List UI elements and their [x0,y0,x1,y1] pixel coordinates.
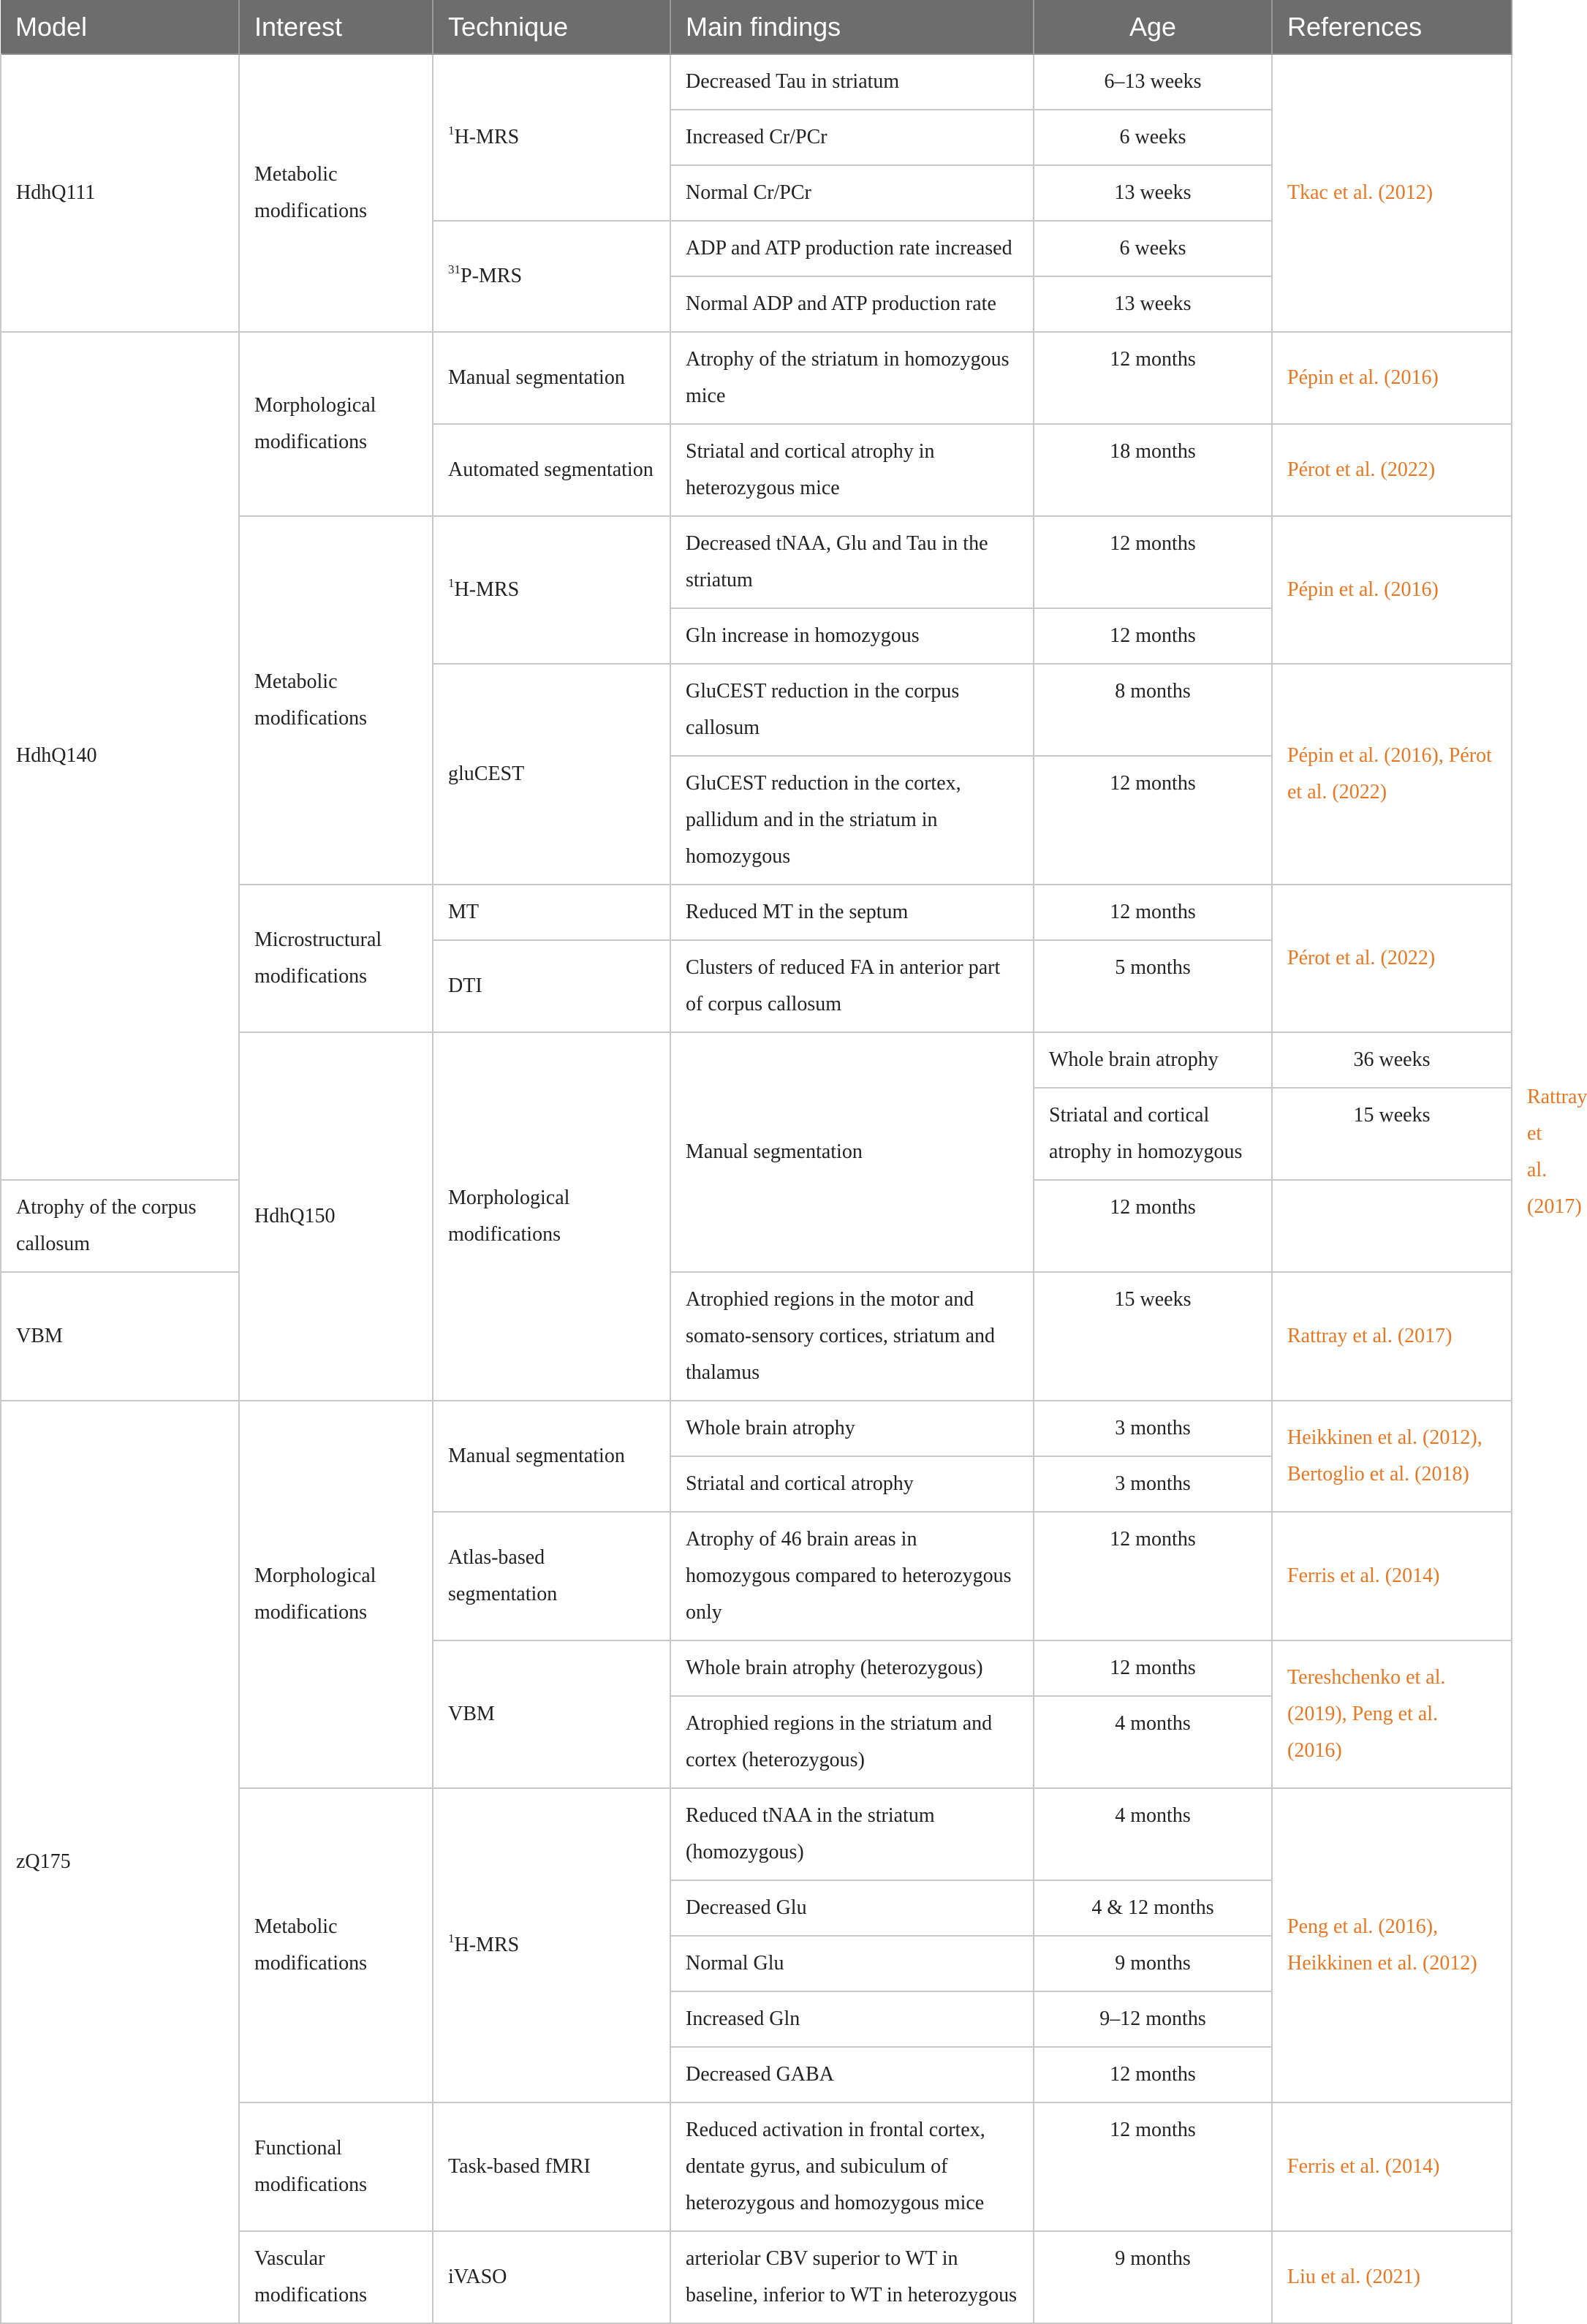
finding-cell: Reduced tNAA in the striatum (homozygous) [670,1788,1034,1880]
age-cell: 12 months [1034,1180,1272,1272]
reference-link[interactable]: Pépin et al. (2016), Pérot et al. (2022) [1272,664,1512,885]
reference-link[interactable]: Rattray et al. (2017) [1272,1272,1512,1401]
technique-cell: Manual segmentation [670,1032,1034,1272]
technique-cell [433,516,670,664]
age-cell: 36 weeks [1272,1032,1512,1088]
finding-cell: Atrophy of the corpus callosum [1,1180,239,1272]
reference-link[interactable]: Peng et al. (2016), Heikkinen et al. (2012) [1272,1788,1512,2102]
finding-cell: Increased Gln [670,1991,1034,2047]
header-model: Model [1,0,239,54]
finding-cell: Striatal and cortical atrophy [670,1456,1034,1512]
technique-superscript: 1 [448,575,455,590]
technique-label: H-MRS [454,1934,520,1956]
finding-cell: Decreased Glu [670,1880,1034,1936]
age-cell: 12 months [1034,2102,1272,2231]
age-cell: 12 months [1034,756,1272,885]
technique-cell [433,221,670,332]
interest-cell: Metabolic modifications [239,54,433,332]
interest-cell: Microstructural modifications [239,885,433,1032]
interest-cell: Morphological modifications [433,1032,670,1401]
technique-label: P-MRS [461,265,523,287]
age-cell: 18 months [1034,424,1272,516]
header-findings: Main findings [670,0,1034,54]
age-cell: 12 months [1034,332,1272,424]
model-cell: zQ175 [1,1401,239,2323]
header-interest: Interest [239,0,433,54]
age-cell: 3 months [1034,1456,1272,1512]
age-cell: 6–13 weeks [1034,54,1272,110]
reference-link[interactable]: Ferris et al. (2014) [1272,2102,1512,2231]
age-cell: 12 months [1034,1512,1272,1640]
model-cell: HdhQ140 [1,332,239,1180]
technique-cell: DTI [433,940,670,1032]
technique-cell: Automated segmentation [433,424,670,516]
finding-cell: Decreased GABA [670,2047,1034,2102]
age-cell: 4 months [1034,1788,1272,1880]
table-row [1,54,1512,110]
technique-cell [433,1788,670,2102]
model-cell: HdhQ111 [1,54,239,332]
interest-cell: Metabolic modifications [239,1788,433,2102]
interest-cell: Metabolic modifications [239,516,433,885]
age-cell: 6 weeks [1034,110,1272,165]
age-cell: 4 & 12 months [1034,1880,1272,1936]
technique-cell: Atlas-based segmentation [433,1512,670,1640]
age-cell: 4 months [1034,1696,1272,1788]
age-cell: 12 months [1034,2047,1272,2102]
finding-cell: Clusters of reduced FA in anterior part of corpus callosum [670,940,1034,1032]
reference-link[interactable]: Pérot et al. (2022) [1272,424,1512,516]
table-row [1,1272,1512,1401]
header-row [1,0,1512,54]
age-cell: 12 months [1034,1640,1272,1696]
age-cell: 5 months [1034,940,1272,1032]
finding-cell: Reduced MT in the septum [670,885,1034,940]
finding-cell: Striatal and cortical atrophy in homozygous [1034,1088,1272,1180]
finding-cell: Normal ADP and ATP production rate [670,276,1034,332]
technique-superscript: 1 [448,123,455,137]
model-cell: HdhQ150 [239,1032,433,1401]
age-cell: 15 weeks [1034,1272,1272,1401]
technique-cell: VBM [433,1640,670,1788]
technique-cell: Task-based fMRI [433,2102,670,2231]
finding-cell: Atrophy of the striatum in homozygous mice [670,332,1034,424]
finding-cell: Atrophied regions in the striatum and cortex (heterozygous) [670,1696,1034,1788]
age-cell: 12 months [1034,608,1272,664]
finding-cell: Decreased Tau in striatum [670,54,1034,110]
age-cell: 3 months [1034,1401,1272,1456]
table-row [1,1401,1512,1456]
finding-cell: Normal Cr/PCr [670,165,1034,221]
finding-cell: Whole brain atrophy (heterozygous) [670,1640,1034,1696]
reference-link[interactable]: Liu et al. (2021) [1272,2231,1512,2323]
finding-cell: Decreased tNAA, Glu and Tau in the striatum [670,516,1034,608]
interest-cell: Morphological modifications [239,332,433,516]
reference-link[interactable]: Ferris et al. (2014) [1272,1512,1512,1640]
reference-link[interactable]: Heikkinen et al. (2012), Bertoglio et al. (2018) [1272,1401,1512,1512]
header-age: Age [1034,0,1272,54]
finding-cell: Striatal and cortical atrophy in heterozygous mice [670,424,1034,516]
age-cell: 13 weeks [1034,276,1272,332]
reference-link[interactable]: Tereshchenko et al. (2019), Peng et al. (2016) [1272,1640,1512,1788]
age-cell: 15 weeks [1272,1088,1512,1180]
finding-cell: Atrophy of 46 brain areas in homozygous compared to heterozygous only [670,1512,1034,1640]
interest-cell: Morphological modifications [239,1401,433,1788]
age-cell: 12 months [1034,885,1272,940]
technique-cell: iVASO [433,2231,670,2323]
age-cell: 8 months [1034,664,1272,756]
reference-link[interactable]: Pépin et al. (2016) [1272,516,1512,664]
finding-cell: Whole brain atrophy [670,1401,1034,1456]
finding-cell: Normal Glu [670,1936,1034,1991]
header-references: References [1272,0,1512,54]
technique-cell: Manual segmentation [433,1401,670,1512]
age-cell: 13 weeks [1034,165,1272,221]
technique-label: H-MRS [454,126,520,148]
technique-cell: VBM [1,1272,239,1401]
technique-cell: MT [433,885,670,940]
technique-cell: Manual segmentation [433,332,670,424]
reference-link[interactable]: Pépin et al. (2016) [1272,332,1512,424]
age-cell: 9 months [1034,2231,1272,2323]
technique-superscript: 31 [448,262,461,276]
finding-cell: Increased Cr/PCr [670,110,1034,165]
reference-link[interactable]: Pérot et al. (2022) [1272,885,1512,1032]
age-cell: 9 months [1034,1936,1272,1991]
age-cell: 6 weeks [1034,221,1272,276]
technique-superscript: 1 [448,1931,455,1945]
finding-cell: Reduced activation in frontal cortex, dentate gyrus, and subiculum of heterozygous and homozygous mice [670,2102,1034,2231]
finding-cell: Whole brain atrophy [1034,1032,1272,1088]
finding-cell: Atrophied regions in the motor and somato-sensory cortices, striatum and thalamus [670,1272,1034,1401]
technique-label: H-MRS [454,578,520,601]
interest-cell: Vascular modifications [239,2231,433,2323]
table-row: HdhQ150 Morphological modifications Manual segmentation Whole brain atrophy 36 weeks Rattray et al. (2017) [1,1032,1512,1088]
finding-cell: GluCEST reduction in the corpus callosum [670,664,1034,756]
age-cell: 9–12 months [1034,1991,1272,2047]
technique-cell [433,54,670,221]
finding-cell: GluCEST reduction in the cortex, pallidum and in the striatum in homozygous [670,756,1034,885]
finding-cell: ADP and ATP production rate increased [670,221,1034,276]
age-cell: 12 months [1034,516,1272,608]
interest-cell: Functional modifications [239,2102,433,2231]
finding-cell: arteriolar CBV superior to WT in baseline, inferior to WT in heterozygous [670,2231,1034,2323]
technique-cell: gluCEST [433,664,670,885]
finding-cell: Gln increase in homozygous [670,608,1034,664]
table-row [1,332,1512,424]
header-technique: Technique [433,0,670,54]
reference-link[interactable]: Tkac et al. (2012) [1272,54,1512,332]
